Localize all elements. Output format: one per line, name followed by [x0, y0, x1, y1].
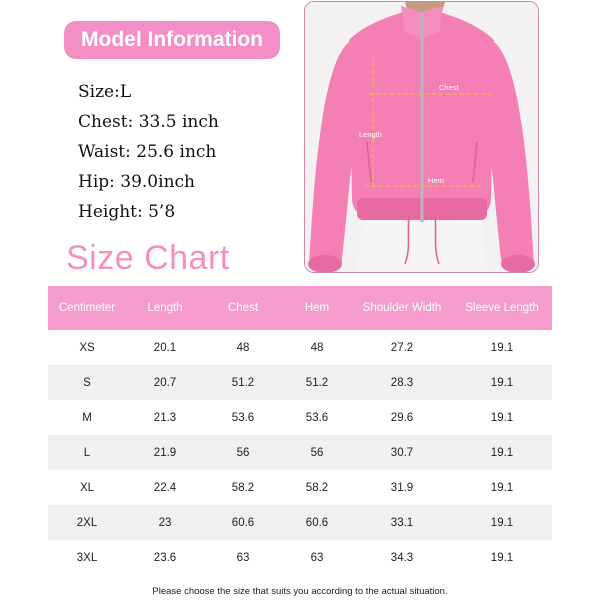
header-length: Length — [147, 302, 183, 314]
header-chest: Chest — [227, 302, 259, 314]
cell-size: L — [83, 446, 91, 459]
header-shoulder-width: Shoulder Width — [362, 302, 442, 314]
cell-length: 20.1 — [153, 341, 177, 354]
length-label: Length — [359, 130, 382, 139]
jacket-illustration — [305, 2, 538, 272]
cell-hem: 56 — [310, 446, 324, 459]
cell-hem: 48 — [310, 341, 324, 354]
table-header — [48, 286, 552, 330]
cell-chest: 51.2 — [231, 376, 255, 389]
pants-shape — [357, 214, 487, 272]
cell-hem: 58.2 — [305, 481, 329, 494]
cell-size: 3XL — [76, 551, 98, 564]
cell-chest: 56 — [236, 446, 250, 459]
table-row — [48, 505, 552, 540]
table-row — [48, 435, 552, 470]
model-info-title: Model Information — [81, 28, 263, 51]
cell-sleeve-length: 19.1 — [490, 341, 514, 354]
model-chest: Chest: 33.5 inch — [78, 112, 219, 132]
cell-sleeve-length: 19.1 — [490, 481, 514, 494]
header-centimeter: Centimeter — [58, 302, 116, 314]
cell-chest: 58.2 — [231, 481, 255, 494]
cell-shoulder-width: 27.2 — [390, 341, 414, 354]
model-height: Height: 5’8 — [78, 202, 176, 222]
cell-shoulder-width: 33.1 — [390, 516, 414, 529]
size-advice-footnote: Please choose the size that suits you according to the actual situation. — [152, 586, 448, 597]
size-chart-title: Size Chart — [66, 239, 230, 277]
table-row — [48, 330, 552, 365]
model-info-list — [78, 80, 219, 230]
cell-sleeve-length: 19.1 — [490, 411, 514, 424]
model-hip: Hip: 39.0inch — [78, 172, 195, 192]
cell-sleeve-length: 19.1 — [490, 376, 514, 389]
cell-sleeve-length: 19.1 — [490, 516, 514, 529]
table-row — [48, 470, 552, 505]
cell-sleeve-length: 19.1 — [490, 551, 514, 564]
cell-size: 2XL — [76, 516, 98, 529]
cell-shoulder-width: 28.3 — [390, 376, 414, 389]
cell-shoulder-width: 29.6 — [390, 411, 414, 424]
table-row — [48, 400, 552, 435]
cell-sleeve-length: 19.1 — [490, 446, 514, 459]
cell-chest: 60.6 — [231, 516, 255, 529]
table-row — [48, 365, 552, 400]
cell-length: 23 — [158, 516, 172, 529]
hem-label: Hem — [428, 176, 444, 185]
cell-hem: 63 — [310, 551, 324, 564]
cell-hem: 60.6 — [305, 516, 329, 529]
cell-length: 23.6 — [153, 551, 177, 564]
cell-size: M — [82, 411, 92, 424]
product-photo — [304, 1, 539, 273]
header-sleeve-length: Sleeve Length — [465, 302, 539, 314]
cell-chest: 53.6 — [231, 411, 255, 424]
cell-chest: 48 — [236, 341, 250, 354]
chest-label: Chest — [439, 83, 459, 92]
cell-shoulder-width: 31.9 — [390, 481, 414, 494]
header-hem: Hem — [304, 302, 330, 314]
table-row — [48, 540, 552, 575]
model-waist: Waist: 25.6 inch — [78, 142, 217, 162]
cell-hem: 51.2 — [305, 376, 329, 389]
cell-shoulder-width: 34.3 — [390, 551, 414, 564]
size-chart-table — [48, 286, 552, 575]
cell-size: S — [83, 376, 91, 389]
cell-hem: 53.6 — [305, 411, 329, 424]
cell-length: 20.7 — [153, 376, 177, 389]
model-info-badge — [64, 21, 280, 59]
cell-size: XL — [79, 481, 95, 494]
model-size: Size:L — [78, 82, 132, 102]
cell-length: 21.9 — [153, 446, 177, 459]
cell-chest: 63 — [236, 551, 250, 564]
cell-size: XS — [79, 341, 95, 354]
cell-length: 22.4 — [153, 481, 177, 494]
cell-shoulder-width: 30.7 — [390, 446, 414, 459]
cell-length: 21.3 — [153, 411, 177, 424]
